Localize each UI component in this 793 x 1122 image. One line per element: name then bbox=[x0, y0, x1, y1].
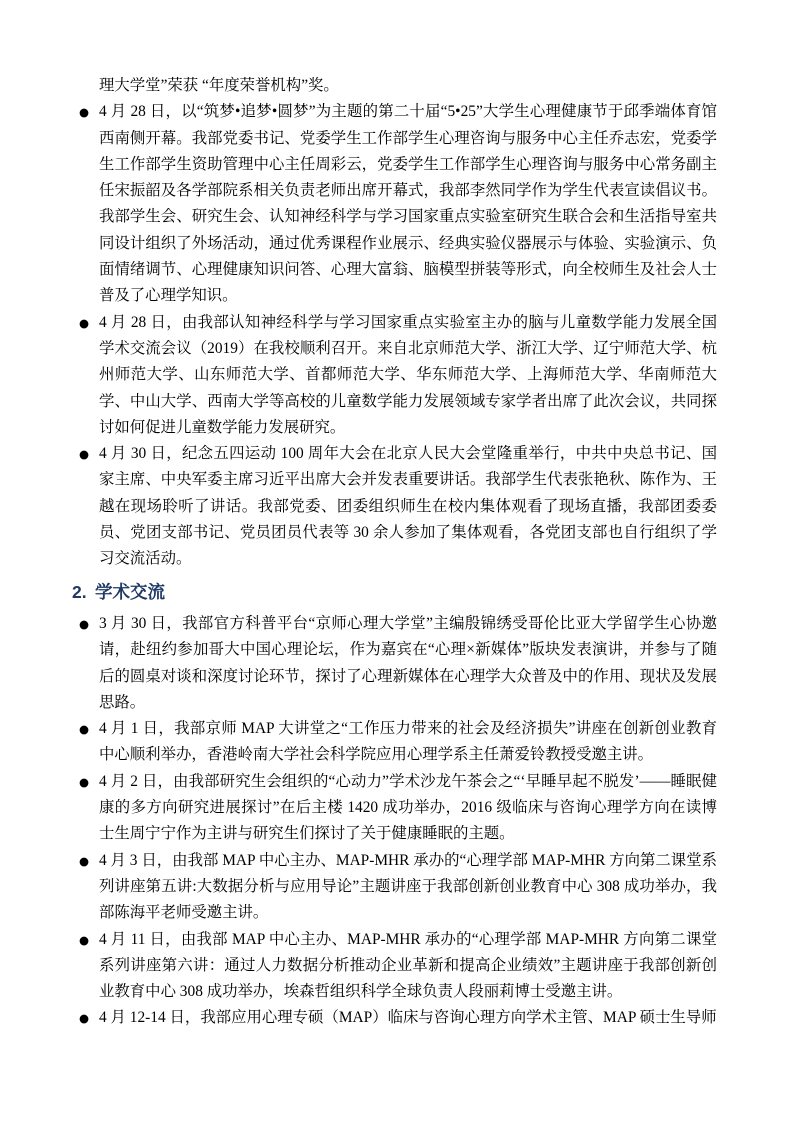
list-item bbox=[72, 848, 717, 927]
list-item-text: 4 月 30 日，纪念五四运动 100 周年大会在北京人民大会堂隆重举行，中共中央总书记、国家主席、中央军委主席习近平出席大会并发表重要讲话。我部学生代表张艳秋、陈作为、王越在现场聆听了讲话。我部党委、团委组织师生在校内集体观看了现场直播，我部团委委员、党团支部书记、党员团员代表等 30 余人参加了集体观看，各党团支部也自行组织了学习交流活动。 bbox=[99, 445, 717, 568]
list-item bbox=[72, 441, 717, 572]
bullet-icon: ● bbox=[79, 105, 90, 120]
list-item-text: 4 月 28 日，由我部认知神经科学与学习国家重点实验室主办的脑与儿童数学能力发展全国学术交流会议（2019）在我校顺利召开。来自北京师范大学、浙江大学、辽宁师范大学、杭州师范大学、山东师范大学、首都师范大学、华东师范大学、上海师范大学、华南师范大学、中山大学、西南大学等高校的儿童数学能力发展领域专家学者出席了此次会议，共同探讨如何促进儿童数学能力发展研究。 bbox=[99, 313, 717, 436]
bullet-icon: ● bbox=[79, 853, 90, 868]
continuation-text: 理大学堂”荣获 “年度荣誉机构”奖。 bbox=[99, 77, 339, 94]
bullet-icon: ● bbox=[79, 722, 90, 737]
list-item-text: 4 月 1 日，我部京师 MAP 大讲堂之“工作压力带来的社会及经济损失”讲座在创新创业教育中心顺利举办，香港岭南大学社会科学院应用心理学系主任萧爱铃教授受邀主讲。 bbox=[99, 720, 717, 764]
list-item bbox=[72, 927, 717, 1006]
list-item bbox=[72, 611, 717, 716]
bullet-icon: ● bbox=[79, 616, 90, 631]
section-title: 学术交流 bbox=[95, 581, 165, 602]
section-heading-academic-exchange bbox=[72, 579, 717, 605]
list-item-text: 4 月 12-14 日，我部应用心理专硕（MAP）临床与咨询心理方向学术主管、MAP 硕士生导师 bbox=[99, 1009, 717, 1027]
paragraph-continuation bbox=[72, 73, 717, 99]
list-item-text: 4 月 3 日，由我部 MAP 中心主办、MAP-MHR 承办的“心理学部 MAP-MHR 方向第二课堂系列讲座第五讲:大数据分析与应用导论”主题讲座于我部创新创业教育中心 308 成功举办，我部陈海平老师受邀主讲。 bbox=[99, 851, 717, 922]
list-item-text: 3 月 30 日，我部官方科普平台“京师心理大学堂”主编殷锦绣受哥伦比亚大学留学生心协邀请，赴纽约参加哥大中国心理论坛，作为嘉宾在“心理×新媒体”版块发表演讲，并参与了随后的圆桌对谈和深度讨论环节，探讨了心理新媒体在心理学大众普及中的作用、现状及发展思路。 bbox=[99, 614, 717, 711]
bullet-icon: ● bbox=[79, 315, 90, 330]
bullet-icon: ● bbox=[79, 774, 90, 789]
bullet-icon: ● bbox=[79, 932, 90, 947]
list-item-text: 4 月 2 日，由我部研究生会组织的“心动力”学术沙龙午茶会之“‘早睡早起不脱发’——睡眠健康的多方向研究进展探讨”在后主楼 1420 成功举办，2016 级临床与咨询心理学方向在读博士生周宁宁作为主讲与研究生们探讨了关于健康睡眠的主题。 bbox=[99, 772, 717, 843]
list-item bbox=[72, 310, 717, 441]
list-item bbox=[72, 769, 717, 848]
list-item bbox=[72, 99, 717, 309]
list-item-text: 4 月 28 日，以“筑梦•追梦•圆梦”为主题的第二十届“5•25”大学生心理健康节于邱季端体育馆西南侧开幕。我部党委书记、党委学生工作部学生心理咨询与服务中心主任乔志宏，党委学生工作部学生资助管理中心主任周彩云，党委学生工作部学生心理咨询与服务中心常务副主任宋振韶及各学部院系相关负责老师出席开幕式，我部李然同学作为学生代表宣读倡议书。我部学生会、研究生会、认知神经科学与学习国家重点实验室研究生联合会和生活指导室共同设计组织了外场活动，通过优秀课程作业展示、经典实验仪器展示与体验、实验演示、负面情绪调节、心理健康知识问答、心理大富翁、脑模型拼装等形式，向全校师生及社会人士普及了心理学知识。 bbox=[99, 103, 717, 305]
list-item bbox=[72, 1005, 717, 1031]
bullet-icon: ● bbox=[79, 447, 90, 462]
document-content bbox=[72, 73, 717, 1032]
bullet-icon: ● bbox=[79, 1011, 90, 1026]
list-item-text: 4 月 11 日，由我部 MAP 中心主办、MAP-MHR 承办的“心理学部 MAP-MHR 方向第二课堂系列讲座第六讲：通过人力数据分析推动企业革新和提高企业绩效”主题讲座于我部创新创业教育中心 308 成功举办，埃森哲组织科学全球负责人段丽莉博士受邀主讲。 bbox=[99, 930, 717, 1001]
list-item bbox=[72, 716, 717, 769]
section-number: 2. bbox=[72, 581, 87, 602]
